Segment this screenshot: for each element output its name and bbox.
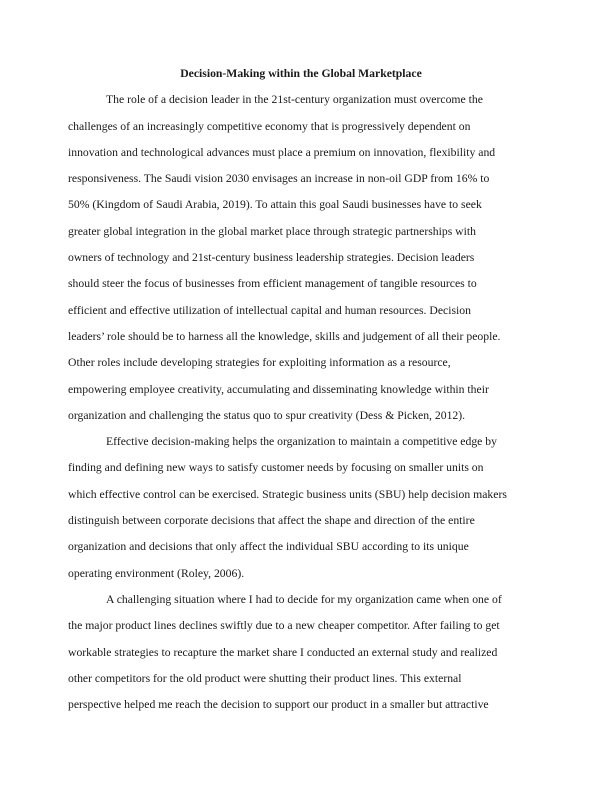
text-line: finding and defining new ways to satisfy customer needs by focusing on smaller units on [68,461,484,475]
text-line: empowering employee creativity, accumulating and disseminating knowledge within their [68,382,489,396]
text-line: which effective control can be exercised. Strategic business units (SBU) help decision makers [68,487,507,501]
text-line: other competitors for the old product were shutting their product lines. This external [68,671,462,685]
document-title: Decision-Making within the Global Marketplace [180,67,422,80]
text-line: greater global integration in the global market place through strategic partnerships with [68,224,476,238]
text-line: should steer the focus of businesses from efficient management of tangible resources to [68,277,477,291]
text-line: innovation and technological advances must place a premium on innovation, flexibility and [68,145,496,159]
text-line: challenges of an increasingly competitive economy that is progressively dependent on [68,119,471,133]
text-line: distinguish between corporate decisions that affect the shape and direction of the entire [68,514,475,528]
text-line: leaders’ role should be to harness all the knowledge, skills and judgement of all their people. [68,329,501,343]
text-line: Other roles include developing strategies for exploiting information as a resource, [68,356,451,370]
text-line: organization and decisions that only affect the individual SBU according to its unique [68,540,469,554]
text-line: operating environment (Roley, 2006). [68,566,245,580]
text-line: Effective decision-making helps the organization to maintain a competitive edge by [106,435,497,449]
text-line: workable strategies to recapture the market share I conducted an external study and realized [68,645,498,659]
text-line: A challenging situation where I had to decide for my organization came when one of [106,592,502,606]
text-line: 50% (Kingdom of Saudi Arabia, 2019). To attain this goal Saudi businesses have to seek [68,198,482,212]
text-line: organization and challenging the status quo to spur creativity (Dess & Picken, 2012). [68,408,466,422]
text-line: responsiveness. The Saudi vision 2030 envisages an increase in non-oil GDP from 16% to [68,172,490,186]
text-line: perspective helped me reach the decision to support our product in a smaller but attractive [68,698,489,712]
text-line: The role of a decision leader in the 21st-century organization must overcome the [106,93,483,107]
text-line: owners of technology and 21st-century business leadership strategies. Decision leaders [68,251,475,265]
document-body [68,87,534,718]
text-line: the major product lines declines swiftly due to a new cheaper competitor. After failing to get [68,619,500,633]
text-line: efficient and effective utilization of intellectual capital and human resources. Decision [68,303,471,317]
